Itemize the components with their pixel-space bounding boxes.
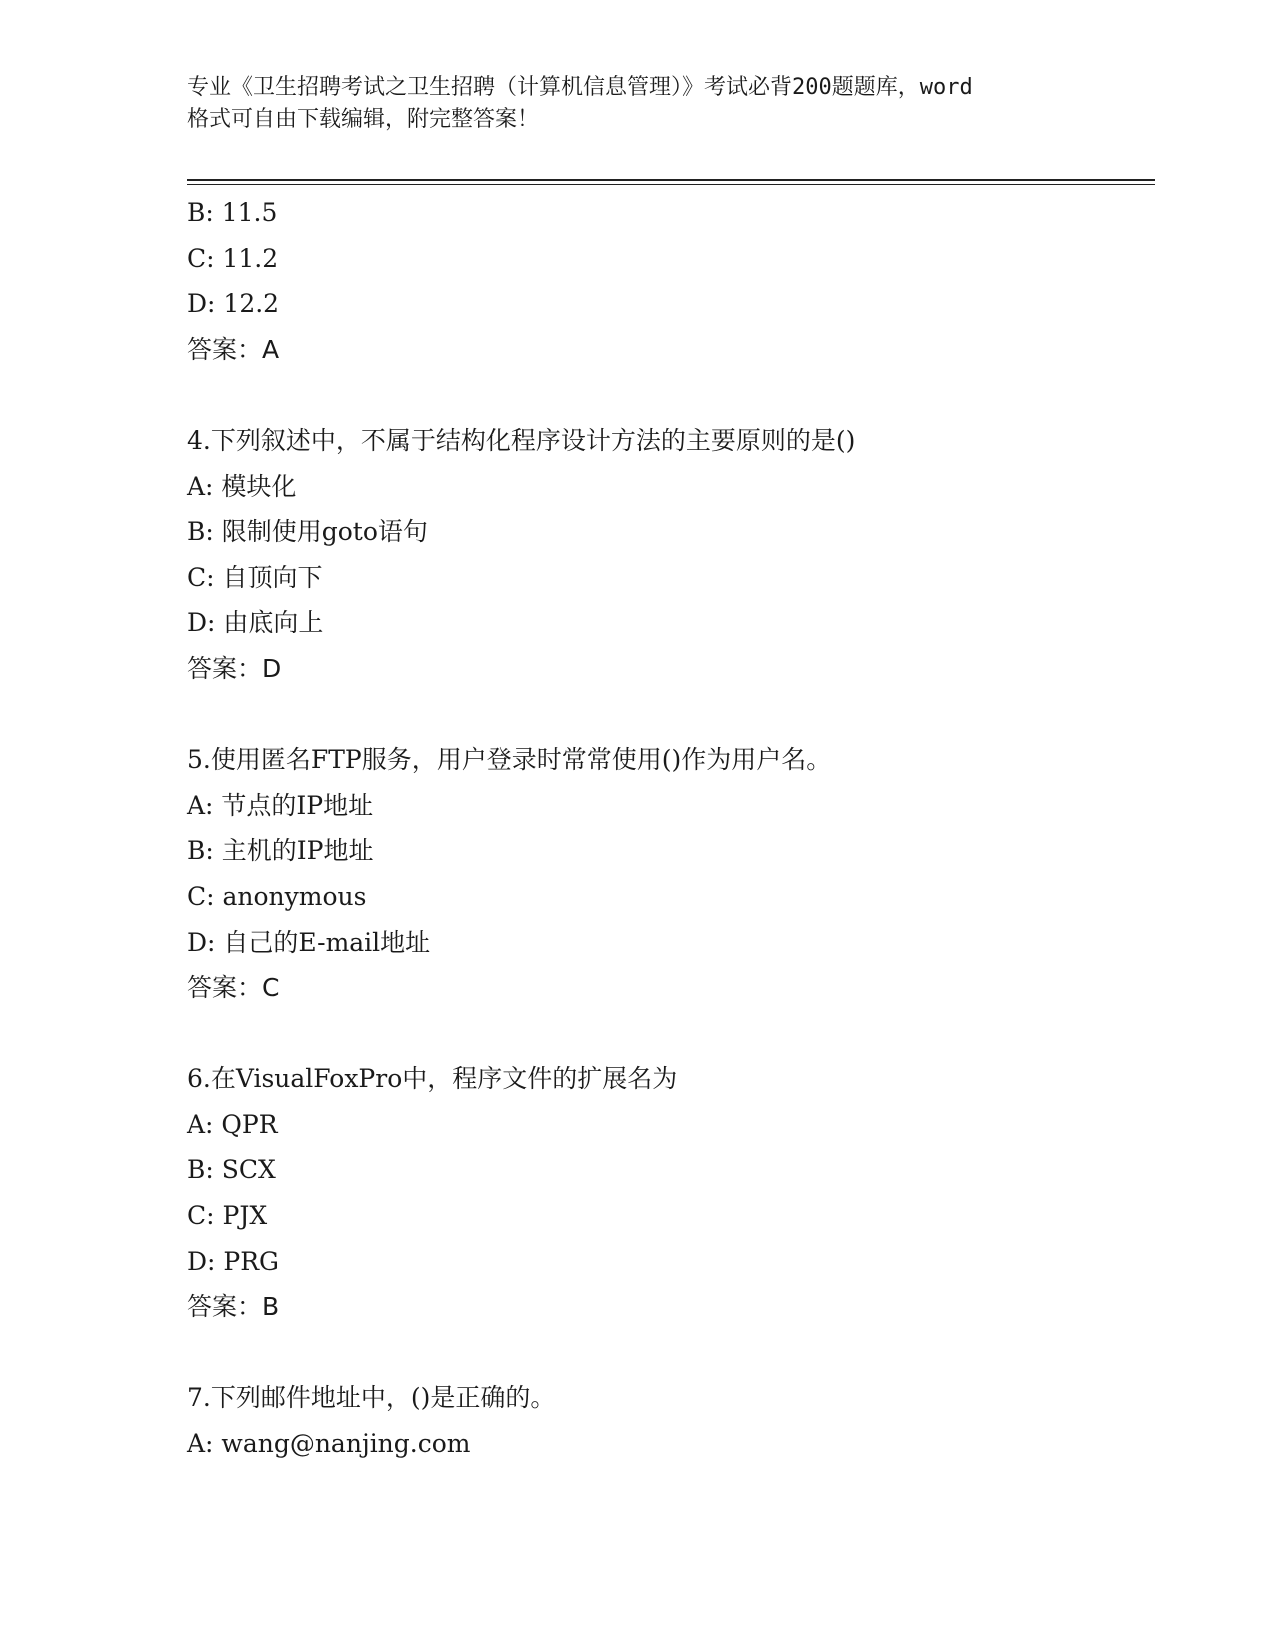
spacer — [187, 1011, 1155, 1057]
option-d: D: 12.2 — [187, 289, 280, 319]
header-divider-thick — [187, 179, 1155, 181]
header-title-line-1: 专业《卫生招聘考试之卫生招聘（计算机信息管理）》考试必背200题题库，word — [187, 75, 973, 100]
option-c: C: 自顶向下 — [187, 562, 323, 592]
answer-line: 答案：C — [187, 973, 280, 1003]
option-b: B: 11.5 — [187, 198, 278, 227]
option-d: D: 自己的E-mail地址 — [187, 927, 431, 957]
question-3-partial — [187, 190, 1155, 372]
option-b: B: 主机的IP地址 — [187, 836, 374, 866]
document-header — [187, 72, 1087, 136]
option-a: A: 模块化 — [187, 471, 297, 501]
spacer — [187, 1330, 1155, 1376]
option-a: A: 节点的IP地址 — [187, 790, 374, 820]
spacer — [187, 372, 1155, 418]
question-7 — [187, 1375, 1155, 1466]
spacer — [187, 692, 1155, 738]
header-divider-thin — [187, 184, 1155, 185]
answer-line: 答案：A — [187, 334, 280, 364]
header-title-line-2: 格式可自由下载编辑，附完整答案！ — [187, 107, 540, 132]
option-d: D: PRG — [187, 1246, 280, 1276]
answer-line: 答案：B — [187, 1292, 280, 1322]
option-a: A: QPR — [187, 1109, 278, 1139]
option-c: C: 11.2 — [187, 243, 279, 273]
question-4 — [187, 418, 1155, 692]
question-stem: 6.在VisualFoxPro中，程序文件的扩展名为 — [187, 1064, 678, 1094]
option-a: A: wang@nanjing.com — [187, 1429, 471, 1459]
option-b: B: 限制使用goto语句 — [187, 517, 428, 547]
question-stem: 7.下列邮件地址中，()是正确的。 — [187, 1383, 556, 1413]
answer-line: 答案：D — [187, 653, 282, 683]
question-6 — [187, 1056, 1155, 1330]
question-stem: 5.使用匿名FTP服务，用户登录时常常使用()作为用户名。 — [187, 745, 832, 775]
option-b: B: SCX — [187, 1155, 276, 1185]
question-list — [187, 190, 1155, 1467]
question-5 — [187, 737, 1155, 1011]
option-c: C: PJX — [187, 1201, 268, 1231]
option-c: C: anonymous — [187, 881, 367, 911]
option-d: D: 由底向上 — [187, 608, 324, 638]
question-stem: 4.下列叙述中，不属于结构化程序设计方法的主要原则的是() — [187, 425, 856, 455]
